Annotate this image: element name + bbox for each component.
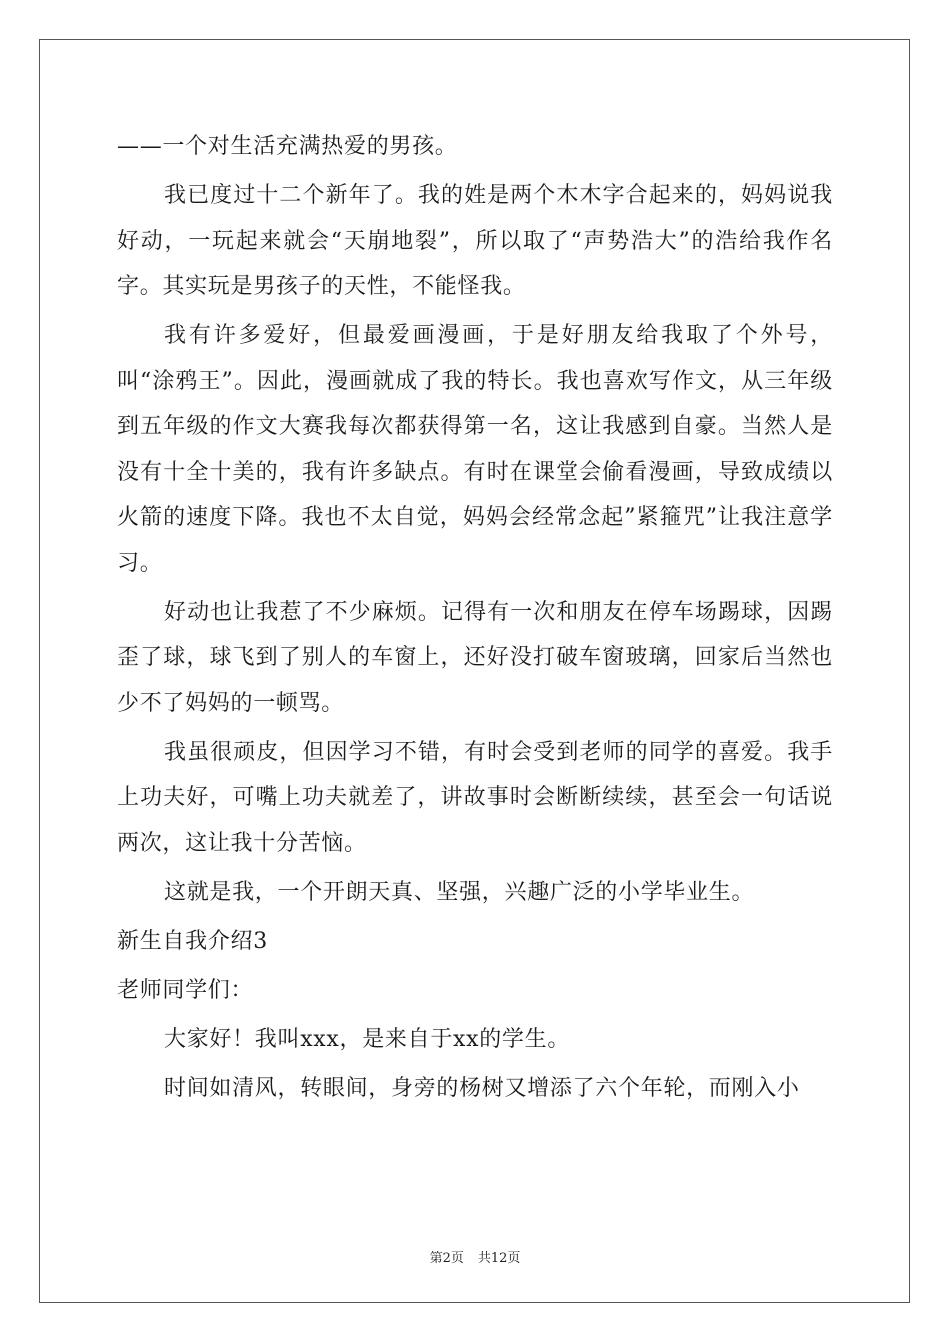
paragraph-summary: 这就是我，一个开朗天真、坚强，兴趣广泛的小学毕业生。 <box>164 879 755 905</box>
paragraph-time: 时间如清风，转眼间，身旁的杨树又增添了六个年轮，而刚入小 <box>164 1075 800 1101</box>
document-body <box>117 124 833 1115</box>
paragraph-opening-line: ——一个对生活充满热爱的男孩。 <box>117 134 458 159</box>
paragraph-hobbies: 我有许多爱好，但最爱画漫画，于是好朋友给我取了个外号，叫“涂鸦王”。因此，漫画就成了我的特长。我也喜欢写作文，从三年级到五年级的作文大赛我每次都获得第一名，这让我感到自豪。当然人是没有十全十美的，我有许多缺点。有时在课堂会偷看漫画，导致成绩以火箭的速度下降。我也不太自觉，妈妈会经常念起”紧箍咒”让我注意学习。 <box>117 323 833 576</box>
paragraph-personality: 我虽很顽皮，但因学习不错，有时会受到老师的同学的喜爱。我手上功夫好，可嘴上功夫就差了，讲故事时会断断续续，甚至会一句话说两次，这让我十分苦恼。 <box>117 739 833 856</box>
paragraph-name-origin: 我已度过十二个新年了。我的姓是两个木木字合起来的，妈妈说我好动，一玩起来就会“天崩地裂”，所以取了“声势浩大”的浩给我作名字。其实玩是男孩子的天性，不能怪我。 <box>117 183 833 299</box>
page-footer <box>0 1247 950 1266</box>
page-total: 共12页 <box>477 1251 521 1266</box>
salutation: 老师同学们： <box>117 977 254 1003</box>
section-heading: 新生自我介绍3 <box>117 928 268 954</box>
paragraph-trouble: 好动也让我惹了不少麻烦。记得有一次和朋友在停车场踢球，因踢歪了球，球飞到了别人的车窗上，还好没打破车窗玻璃，回家后当然也少不了妈妈的一顿骂。 <box>117 599 833 716</box>
paragraph-greeting: 大家好！我叫xxx，是来自于xx的学生。 <box>164 1026 571 1052</box>
page-number: 第2页 <box>429 1251 464 1266</box>
